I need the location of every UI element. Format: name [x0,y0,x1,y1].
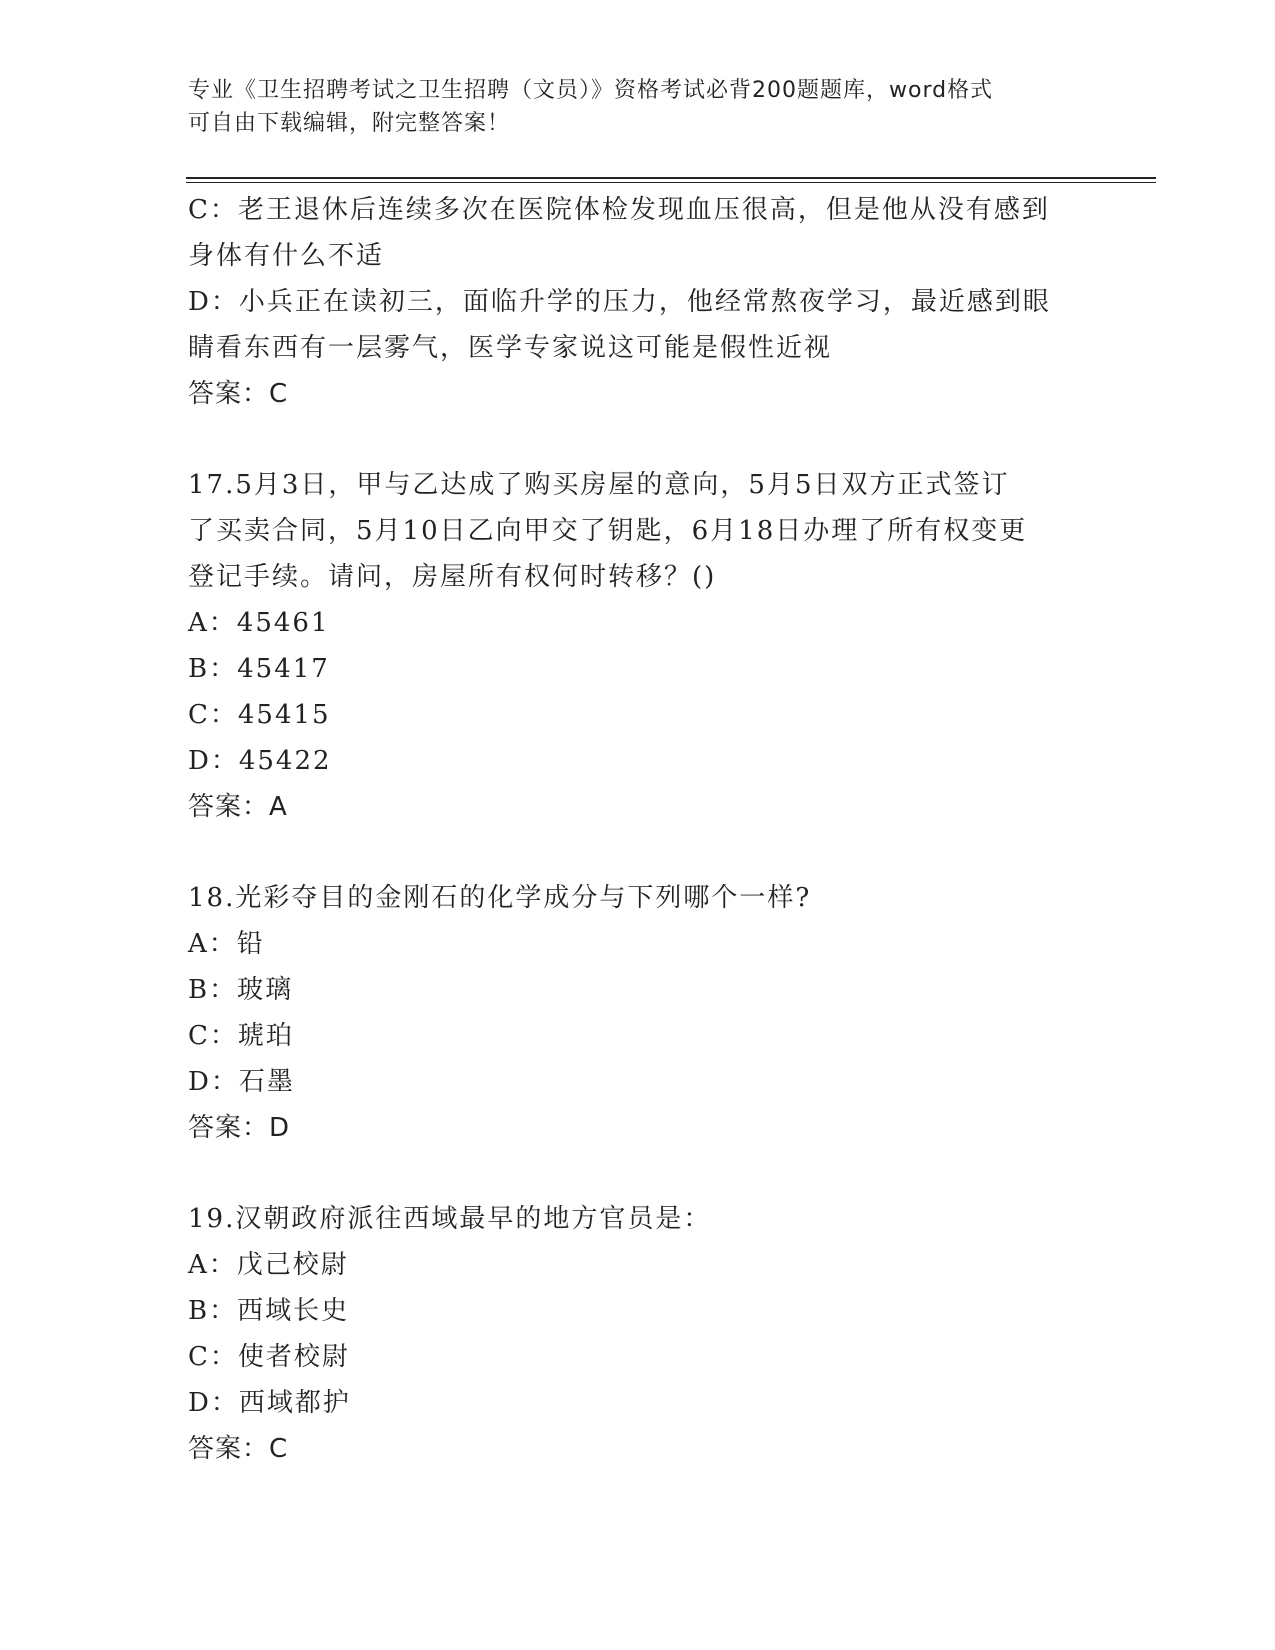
document-body [188,187,1088,1472]
option-d: D：石墨 [188,1067,295,1097]
option-d: D：西域都护 [188,1388,351,1418]
previous-question-continued [188,187,1088,417]
question-17 [188,462,1088,830]
header-rule-thick [186,177,1156,179]
answer-line: 答案：C [188,379,289,409]
question-19 [188,1196,1088,1472]
option-d-line-1: D：小兵正在读初三，面临升学的压力，他经常熬夜学习，最近感到眼 [188,287,1051,317]
option-b: B：45417 [188,654,330,684]
question-stem: 17.5月3日，甲与乙达成了购买房屋的意向，5月5日双方正式签订 [188,470,1010,500]
header-line-2: 可自由下载编辑，附完整答案！ [188,111,511,136]
option-c-line-1: C：老王退休后连续多次在医院体检发现血压很高，但是他从没有感到 [188,195,1050,225]
question-stem: 19.汉朝政府派往西域最早的地方官员是： [188,1204,712,1234]
header-line-1: 专业《卫生招聘考试之卫生招聘（文员）》资格考试必背200题题库，word格式 [188,78,994,103]
option-a: A：铅 [188,929,265,959]
answer-line: 答案：A [188,792,288,822]
option-d: D：45422 [188,746,332,776]
question-stem: 18.光彩夺目的金刚石的化学成分与下列哪个一样? [188,883,812,913]
answer-line: 答案：D [188,1113,291,1143]
question-18 [188,875,1088,1151]
option-a: A：45461 [188,608,330,638]
option-a: A：戊己校尉 [188,1250,349,1280]
question-stem: 了买卖合同，5月10日乙向甲交了钥匙，6月18日办理了所有权变更 [188,516,1028,546]
option-b: B：玻璃 [188,975,294,1005]
option-d-line-2: 睛看东西有一层雾气，医学专家说这可能是假性近视 [188,333,833,363]
option-c: C：45415 [188,700,331,730]
page-header [188,74,1088,140]
option-c-line-2: 身体有什么不适 [188,241,385,271]
answer-line: 答案：C [188,1434,289,1464]
question-stem: 登记手续。请问，房屋所有权何时转移？() [188,562,717,592]
header-rule-thin [186,182,1156,183]
option-c: C：琥珀 [188,1021,294,1051]
option-c: C：使者校尉 [188,1342,350,1372]
option-b: B：西域长史 [188,1296,350,1326]
